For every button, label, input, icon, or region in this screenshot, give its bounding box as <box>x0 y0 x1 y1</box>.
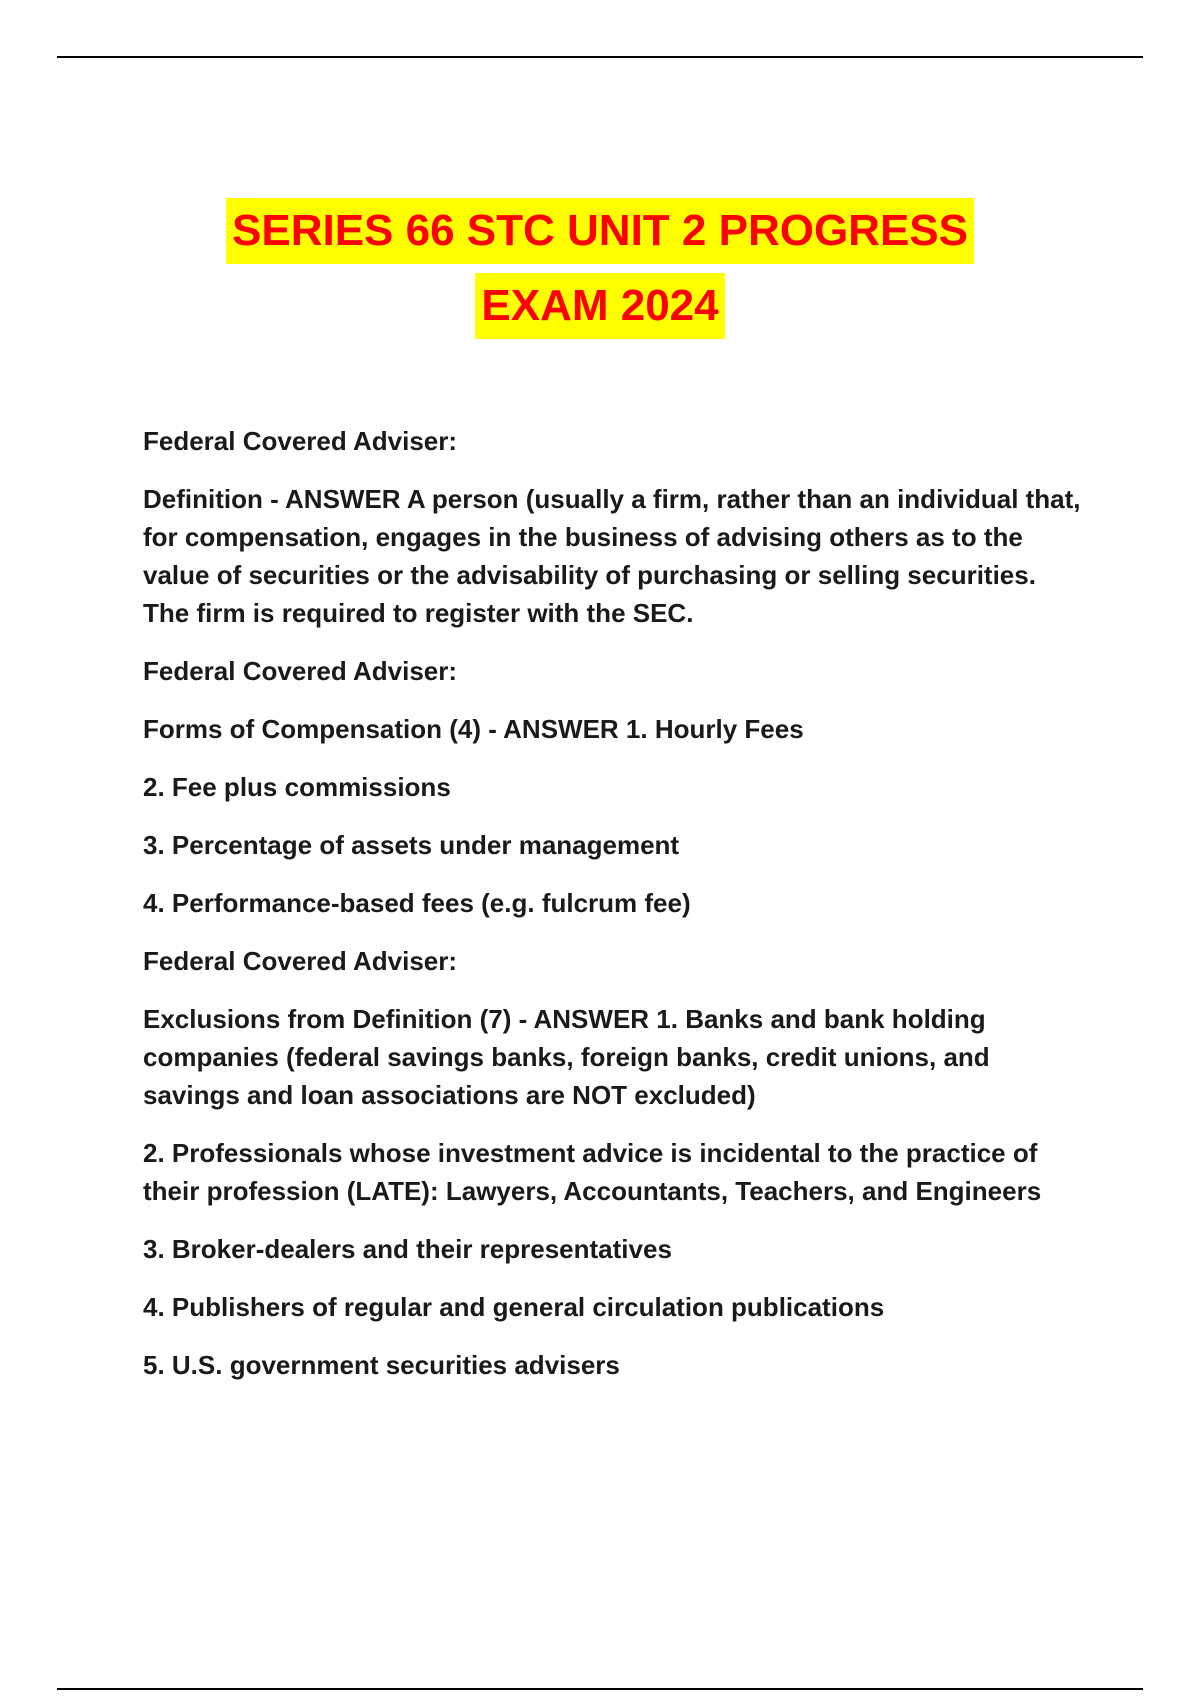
section-heading: Federal Covered Adviser: <box>143 656 458 686</box>
compensation-answer: Forms of Compensation (4) - ANSWER 1. Hourly Fees <box>143 714 804 744</box>
list-item: 2. Professionals whose investment advice is incidental to the practice of their profession (LATE): Lawyers, Accountants, Teachers, and Engineers <box>143 1138 1042 1206</box>
section-heading: Federal Covered Adviser: <box>143 946 458 976</box>
exclusions-answer: Exclusions from Definition (7) - ANSWER 1. Banks and bank holding companies (federal savings banks, foreign banks, credit unions, and savings and loan associations are NOT excluded) <box>143 1004 990 1110</box>
document-title <box>0 195 1200 345</box>
document-body <box>143 422 1083 1404</box>
list-item: 2. Fee plus commissions <box>143 772 451 802</box>
definition-answer: Definition - ANSWER A person (usually a firm, rather than an individual that, for compensation, engages in the business of advising others as to the value of securities or the advisability of purchasing or selling securities. The firm is required to register with the SEC. <box>143 484 1081 628</box>
title-line-1: SERIES 66 STC UNIT 2 PROGRESS <box>226 198 974 264</box>
list-item: 4. Publishers of regular and general circulation publications <box>143 1292 885 1322</box>
bottom-divider <box>57 1688 1143 1690</box>
top-divider <box>57 56 1143 58</box>
list-item: 5. U.S. government securities advisers <box>143 1350 620 1380</box>
list-item: 4. Performance-based fees (e.g. fulcrum fee) <box>143 888 691 918</box>
title-line-2: EXAM 2024 <box>475 273 724 339</box>
list-item: 3. Broker-dealers and their representatives <box>143 1234 672 1264</box>
list-item: 3. Percentage of assets under management <box>143 830 680 860</box>
section-heading: Federal Covered Adviser: <box>143 426 458 456</box>
